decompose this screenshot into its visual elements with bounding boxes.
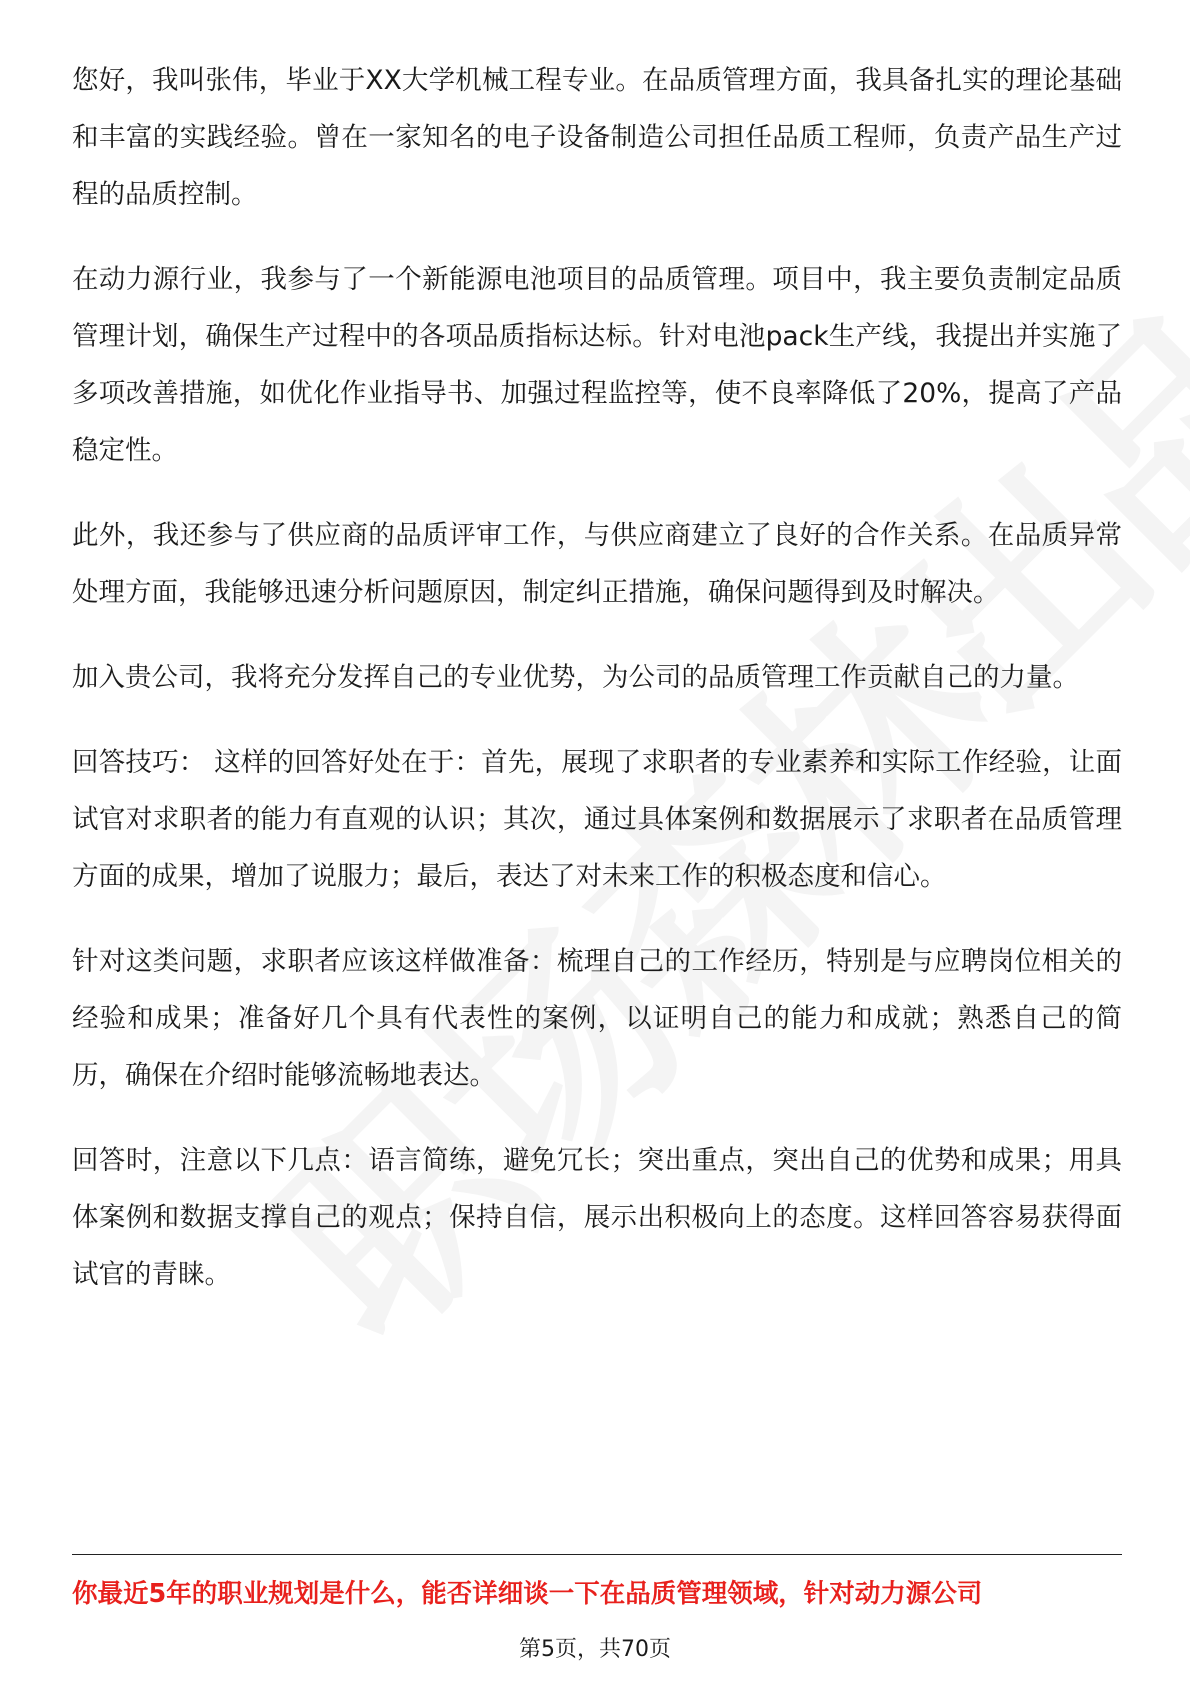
paragraph-intro: 您好，我叫张伟，毕业于XX大学机械工程专业。在品质管理方面，我具备扎实的理论基础和丰富的实践经验。曾在一家知名的电子设备制造公司担任品质工程师，负责产品生产过程的品质控制。 [72, 65, 1122, 210]
paragraph-supplier: 此外，我还参与了供应商的品质评审工作，与供应商建立了良好的合作关系。在品质异常处理方面，我能够迅速分析问题原因，制定纠正措施，确保问题得到及时解决。 [72, 520, 1122, 608]
paragraph-project: 在动力源行业，我参与了一个新能源电池项目的品质管理。项目中，我主要负责制定品质管理计划，确保生产过程中的各项品质指标达标。针对电池pack生产线，我提出并实施了多项改善措施，如优化作业指导书、加强过程监控等，使不良率降低了20%，提高了产品稳定性。 [72, 264, 1122, 466]
paragraph-join: 加入贵公司，我将充分发挥自己的专业优势，为公司的品质管理工作贡献自己的力量。 [72, 662, 1079, 693]
page-number: 第5页，共70页 [519, 1637, 671, 1662]
document-body [72, 52, 1122, 1331]
divider [72, 1554, 1122, 1555]
next-question-heading: 你最近5年的职业规划是什么，能否详细谈一下在品质管理领域，针对动力源公司 [72, 1579, 983, 1609]
paragraph-preparation: 针对这类问题，求职者应该这样做准备：梳理自己的工作经历，特别是与应聘岗位相关的经验和成果；准备好几个具有代表性的案例，以证明自己的能力和成就；熟悉自己的简历，确保在介绍时能够流畅地表达。 [72, 946, 1122, 1091]
paragraph-answer-tips: 回答技巧： 这样的回答好处在于：首先，展现了求职者的专业素养和实际工作经验，让面试官对求职者的能力有直观的认识；其次，通过具体案例和数据展示了求职者在品质管理方面的成果，增加了说服力；最后，表达了对未来工作的积极态度和信心。 [72, 747, 1122, 892]
paragraph-answer-notes: 回答时，注意以下几点：语言简练，避免冗长；突出重点，突出自己的优势和成果；用具体案例和数据支撑自己的观点；保持自信，展示出积极向上的态度。这样回答容易获得面试官的青睐。 [72, 1145, 1122, 1290]
